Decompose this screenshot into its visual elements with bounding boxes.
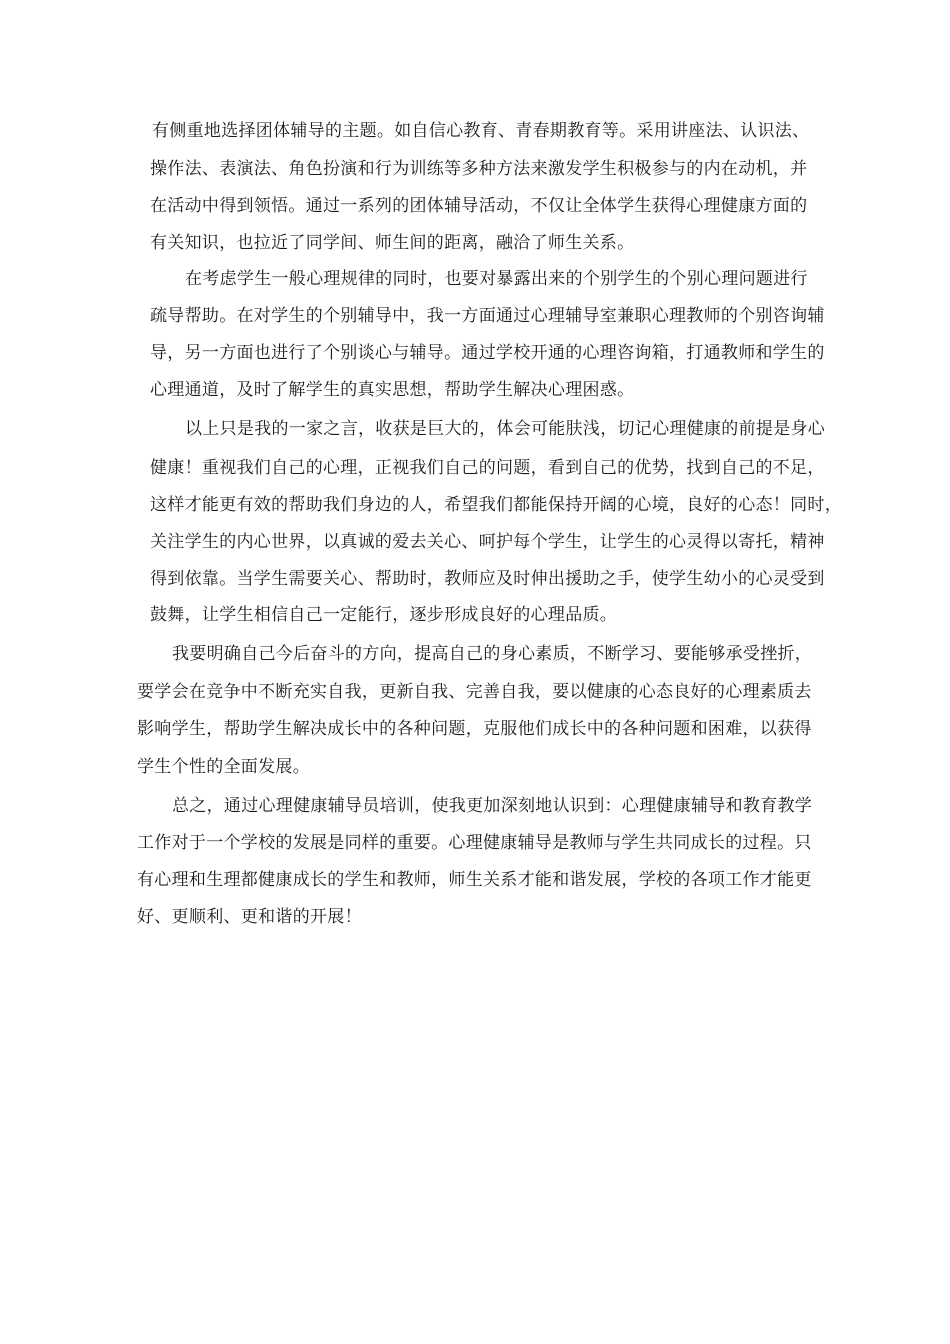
paragraph-5-line-2: 工作对于一个学校的发展是同样的重要。心理健康辅导是教师与学生共同成长的过程。只 xyxy=(137,833,812,853)
paragraph-4-line-3: 影响学生，帮助学生解决成长中的各种问题，克服他们成长中的各种问题和困难，以获得 xyxy=(137,719,812,739)
paragraph-2-line-2: 疏导帮助。在对学生的个别辅导中，我一方面通过心理辅导室兼职心理教师的个别咨询辅 xyxy=(150,306,825,326)
paragraph-5-line-4: 好、更顺利、更和谐的开展！ xyxy=(137,907,362,927)
paragraph-5-line-3: 有心理和生理都健康成长的学生和教师，师生关系才能和谐发展，学校的各项工作才能更 xyxy=(137,870,812,890)
paragraph-3-line-2: 健康！重视我们自己的心理，正视我们自己的问题，看到自己的优势，找到自己的不足， xyxy=(150,458,825,478)
paragraph-4-line-2: 要学会在竞争中不断充实自我，更新自我、完善自我，要以健康的心态良好的心理素质去 xyxy=(137,682,812,702)
paragraph-2-line-3: 导，另一方面也进行了个别谈心与辅导。通过学校开通的心理咨询箱，打通教师和学生的 xyxy=(150,343,825,363)
paragraph-1-line-1: 有侧重地选择团体辅导的主题。如自信心教育、青春期教育等。采用讲座法、认识法、 xyxy=(152,121,810,141)
paragraph-1-line-3: 在活动中得到领悟。通过一系列的团体辅导活动，不仅让全体学生获得心理健康方面的 xyxy=(150,196,808,216)
paragraph-2-line-4: 心理通道，及时了解学生的真实思想，帮助学生解决心理困惑。 xyxy=(150,380,635,400)
paragraph-3-line-1: 以上只是我的一家之言，收获是巨大的，体会可能肤浅，切记心理健康的前提是身心 xyxy=(185,419,826,439)
paragraph-4-line-4: 学生个性的全面发展。 xyxy=(137,757,310,777)
paragraph-3-line-4: 关注学生的内心世界，以真诚的爱去关心、呵护每个学生，让学生的心灵得以寄托，精神 xyxy=(150,532,825,552)
paragraph-1-line-2: 操作法、表演法、角色扮演和行为训练等多种方法来激发学生积极参与的内在动机，并 xyxy=(150,159,808,179)
paragraph-4-line-1: 我要明确自己今后奋斗的方向，提高自己的身心素质，不断学习、要能够承受挫折， xyxy=(172,644,813,664)
paragraph-3-line-5: 得到依靠。当学生需要关心、帮助时，教师应及时伸出援助之手，使学生幼小的心灵受到 xyxy=(150,569,825,589)
paragraph-3-line-6: 鼓舞，让学生相信自己一定能行，逐步形成良好的心理品质。 xyxy=(150,605,618,625)
paragraph-3-line-3: 这样才能更有效的帮助我们身边的人，希望我们都能保持开阔的心境，良好的心态！同时， xyxy=(150,495,842,515)
paragraph-1-line-4: 有关知识，也拉近了同学间、师生间的距离，融洽了师生关系。 xyxy=(150,233,635,253)
paragraph-2-line-1: 在考虑学生一般心理规律的同时，也要对暴露出来的个别学生的个别心理问题进行 xyxy=(185,269,808,289)
paragraph-5-line-1: 总之，通过心理健康辅导员培训，使我更加深刻地认识到：心理健康辅导和教育教学 xyxy=(172,796,813,816)
